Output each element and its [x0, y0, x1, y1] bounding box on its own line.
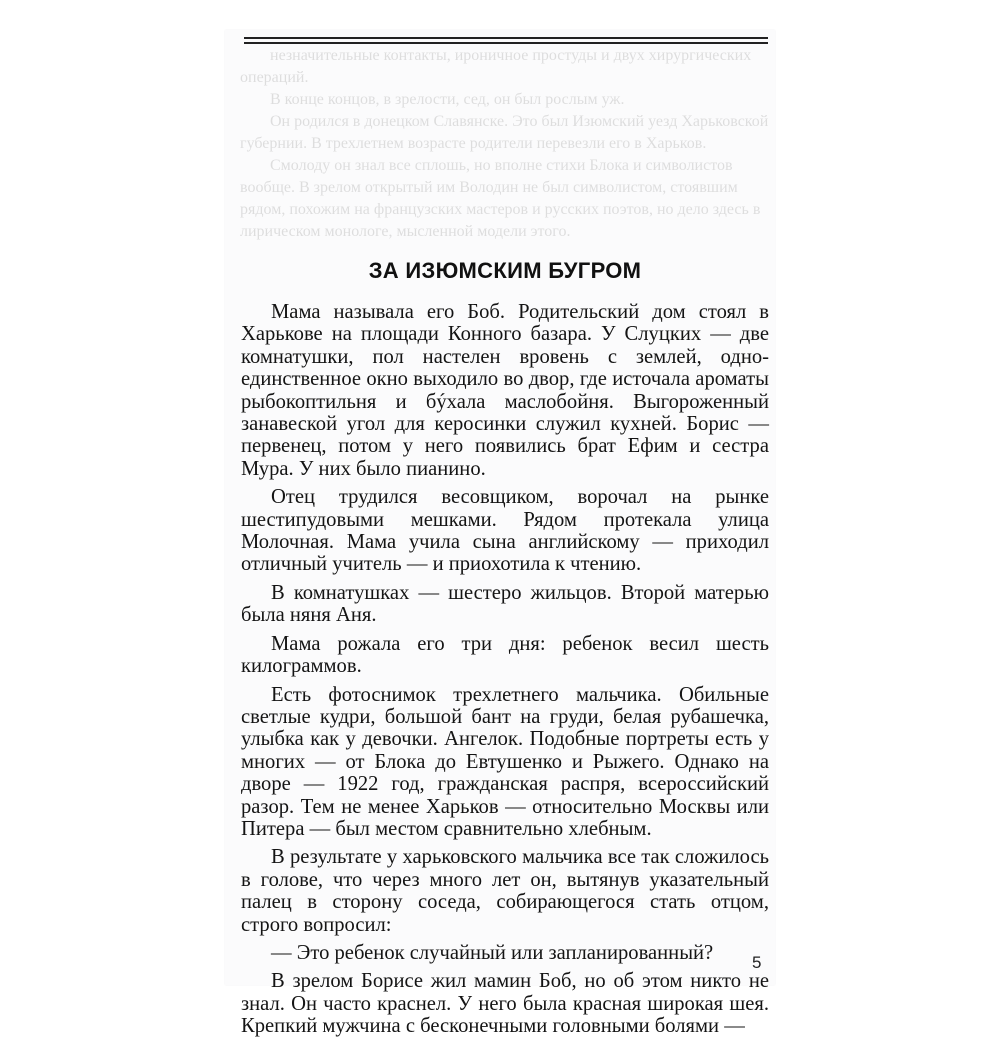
chapter-body — [241, 301, 769, 1044]
header-rule-top — [244, 37, 768, 39]
paragraph: В результате у харьковского мальчика все так сложилось в голове, что через много лет он, вытянув указательный палец в сторону соседа, собирающегося стать отцом, строго вопросил: — [241, 846, 769, 936]
paragraph: Мама называла его Боб. Родительский дом стоял в Харькове на площади Конного базара. У Слуцких — две комнатушки, пол настелен вровень с землей, одно-единственное окно выходило во двор, где источала ароматы рыбокоптильня и бýхала маслобойня. Выгороженный занавеской угол для керосинки служил кухней. Борис — первенец, потом у него появились брат Ефим и сестра Мура. У них было пианино. — [241, 301, 769, 480]
paragraph: Есть фотоснимок трехлетнего мальчика. Обильные светлые кудри, большой бант на груди, белая рубашечка, улыбка как у девочки. Ангелок. Подобные портреты есть у многих — от Блока до Евтушенко и Рыжего. Однако на дворе — 1922 год, гражданская распря, всероссийский разор. Тем не менее Харьков — относительно Москвы или Питера — был местом сравнительно хлебным. — [241, 683, 769, 840]
paragraph: В комнатушках — шестеро жильцов. Второй матерью была няня Аня. — [241, 581, 769, 627]
paragraph: Мама рожала его три дня: ребенок весил шесть килограммов. — [241, 632, 769, 678]
header-rule-bottom — [244, 42, 768, 44]
paragraph: В зрелом Борисе жил мамин Боб, но об этом никто не знал. Он часто краснел. У него была красная широкая шея. Крепкий мужчина с бесконечными головными болями — — [241, 970, 769, 1038]
page-number: 5 — [752, 953, 762, 972]
chapter-title: ЗА ИЗЮМСКИМ БУГРОМ — [368, 258, 642, 283]
paragraph: — Это ребенок случайный или запланированный? — [271, 941, 714, 964]
paragraph: Отец трудился весовщиком, ворочал на рынке шестипудовыми мешками. Рядом протекала улица Молочная. Мама учила сына английскому — приходил отличный учитель — и приохотила к чтению. — [241, 486, 769, 576]
